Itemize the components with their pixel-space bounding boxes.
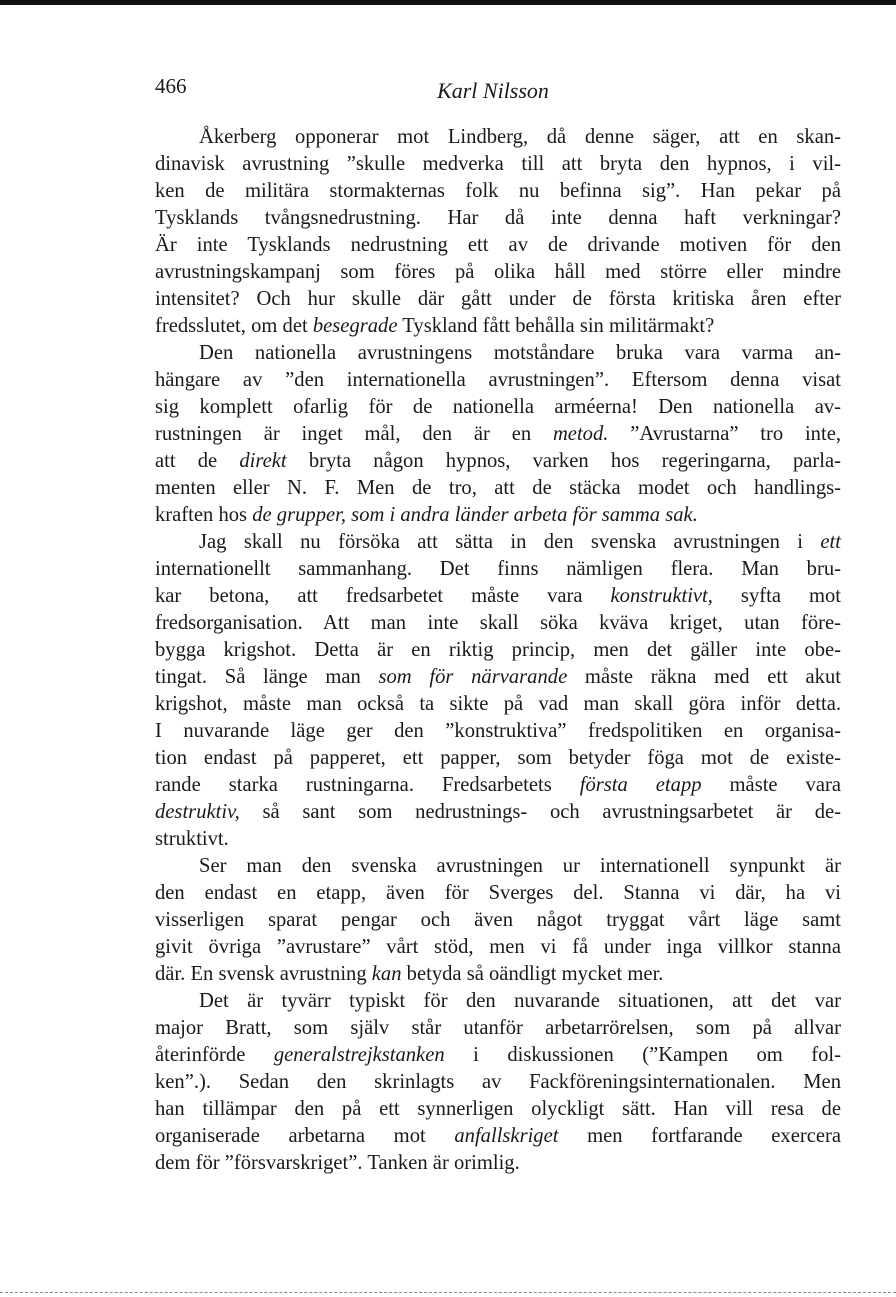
- text-segment: internationellt sammanhang. Det finns nämligen flera. Man bru-: [155, 558, 841, 580]
- text-line: [155, 286, 841, 313]
- text-line: [155, 178, 841, 205]
- text-line: [155, 718, 841, 745]
- text-segment: krigshot, måste man också ta sikte på vad man skall göra inför detta.: [155, 693, 841, 715]
- text-line: [155, 556, 841, 583]
- text-line: [155, 124, 841, 151]
- text-line: [155, 259, 841, 286]
- text-segment: måste vara: [701, 774, 841, 796]
- italic-text: ett: [820, 531, 841, 553]
- text-segment: sig komplett ofarlig för de nationella arméerna! Den nationella av-: [155, 396, 841, 418]
- text-line: [155, 745, 841, 772]
- text-line: [155, 988, 841, 1015]
- text-line: [155, 421, 841, 448]
- text-segment: Det är tyvärr typiskt för den nuvarande situationen, att det var: [199, 990, 841, 1012]
- text-segment: tingat. Så länge man: [155, 666, 379, 688]
- text-segment: så sant som nedrustnings- och avrustningsarbetet är de-: [239, 801, 841, 823]
- text-line: [155, 799, 841, 826]
- text-segment: Den nationella avrustningens motståndare bruka vara varma an-: [199, 342, 841, 364]
- text-line: [155, 826, 841, 853]
- text-segment: rustningen är inget mål, den är en: [155, 423, 553, 445]
- page-number: 466: [155, 74, 187, 98]
- text-line: [155, 1042, 841, 1069]
- text-segment: fredsorganisation. Att man inte skall söka kväva kriget, utan före-: [155, 612, 841, 634]
- text-line: [155, 853, 841, 880]
- text-line: [155, 1150, 841, 1177]
- text-line: [155, 313, 841, 340]
- italic-text: första etapp: [579, 774, 702, 796]
- paragraph: [155, 853, 841, 988]
- italic-text: direkt: [239, 450, 287, 472]
- scan-top-edge: [0, 0, 896, 5]
- text-line: [155, 1096, 841, 1123]
- text-segment: visserligen sparat pengar och även något tryggat vårt läge samt: [155, 909, 841, 931]
- text-line: [155, 529, 841, 556]
- italic-text: som för närvarande: [378, 666, 568, 688]
- italic-text: anfallskriget: [454, 1125, 559, 1147]
- text-segment: han tillämpar den på ett synnerligen olyckligt sätt. Han vill resa de: [155, 1098, 841, 1120]
- text-segment: Tyskland fått behålla sin militärmakt?: [397, 315, 715, 337]
- text-segment: struktivt.: [155, 828, 229, 850]
- text-segment: bryta någon hypnos, varken hos regeringarna, parla-: [286, 450, 841, 472]
- text-segment: menten eller N. F. Men de tro, att de stäcka modet och handlings-: [155, 477, 841, 499]
- text-segment: Åkerberg opponerar mot Lindberg, då denne säger, att en skan-: [199, 126, 841, 148]
- italic-text: besegrade: [312, 315, 398, 337]
- text-segment: att de: [155, 450, 240, 472]
- text-line: [155, 934, 841, 961]
- text-segment: kar betona, att fredsarbetet måste vara: [155, 585, 611, 607]
- italic-text: de grupper, som i andra länder arbeta för samma sak.: [252, 504, 698, 526]
- text-line: [155, 367, 841, 394]
- text-segment: avrustningskampanj som föres på olika håll med större eller mindre: [155, 261, 841, 283]
- text-line: [155, 1069, 841, 1096]
- text-segment: där. En svensk avrustning: [155, 963, 372, 985]
- text-line: [155, 610, 841, 637]
- text-segment: Ser man den svenska avrustningen ur internationell synpunkt är: [199, 855, 841, 877]
- text-segment: organiserade arbetarna mot: [155, 1125, 455, 1147]
- text-line: [155, 394, 841, 421]
- text-segment: den endast en etapp, även för Sverges del. Stanna vi där, ha vi: [155, 882, 841, 904]
- text-line: [155, 691, 841, 718]
- text-segment: bygga krigshot. Detta är en riktig princip, men det gäller inte obe-: [155, 639, 841, 661]
- text-segment: dinavisk avrustning ”skulle medverka till att bryta den hypnos, i vil-: [155, 153, 841, 175]
- text-segment: ”Avrustarna” tro inte,: [608, 423, 841, 445]
- text-segment: återinförde: [155, 1044, 274, 1066]
- text-segment: fredsslutet, om det: [155, 315, 313, 337]
- text-line: [155, 772, 841, 799]
- text-segment: dem för ”försvarskriget”. Tanken är orimlig.: [155, 1152, 520, 1174]
- text-segment: men fortfarande exercera: [558, 1125, 841, 1147]
- text-segment: Tysklands tvångsnedrustning. Har då inte denna haft verkningar?: [155, 207, 841, 229]
- text-segment: I nuvarande läge ger den ”konstruktiva” fredspolitiken en organisa-: [155, 720, 841, 742]
- text-segment: major Bratt, som själv står utanför arbetarrörelsen, som på allvar: [155, 1017, 841, 1039]
- paragraph: [155, 529, 841, 853]
- text-segment: hängare av ”den internationella avrustningen”. Eftersom denna visat: [155, 369, 841, 391]
- text-segment: Jag skall nu försöka att sätta in den svenska avrustningen i: [199, 531, 821, 553]
- italic-text: kan: [371, 963, 402, 985]
- text-line: [155, 340, 841, 367]
- text-segment: rande starka rustningarna. Fredsarbetets: [155, 774, 580, 796]
- text-line: [155, 205, 841, 232]
- text-line: [155, 907, 841, 934]
- text-segment: måste räkna med ett akut: [567, 666, 841, 688]
- text-segment: kraften hos: [155, 504, 253, 526]
- text-segment: ken”.). Sedan den skrinlagts av Fackföreningsinternationalen. Men: [155, 1071, 841, 1093]
- running-head: Karl Nilsson: [437, 78, 549, 103]
- text-segment: Är inte Tysklands nedrustning ett av de drivande motiven för den: [155, 234, 841, 256]
- italic-text: generalstrejkstanken: [273, 1044, 445, 1066]
- italic-text: metod.: [552, 423, 609, 445]
- text-line: [155, 664, 841, 691]
- text-line: [155, 583, 841, 610]
- text-segment: ken de militära stormakternas folk nu befinna sig”. Han pekar på: [155, 180, 841, 202]
- text-segment: syfta mot: [712, 585, 841, 607]
- paragraph: [155, 988, 841, 1177]
- text-line: [155, 961, 841, 988]
- text-segment: betyda så oändligt mycket mer.: [401, 963, 664, 985]
- text-line: [155, 637, 841, 664]
- text-line: [155, 448, 841, 475]
- text-line: [155, 502, 841, 529]
- text-line: [155, 475, 841, 502]
- text-line: [155, 151, 841, 178]
- text-line: [155, 880, 841, 907]
- paragraph: [155, 340, 841, 529]
- text-segment: tion endast på papperet, ett papper, som betyder föga mot de existe-: [155, 747, 841, 769]
- scan-bottom-edge: [0, 1292, 896, 1293]
- italic-text: destruktiv,: [155, 801, 240, 823]
- italic-text: konstruktivt,: [610, 585, 713, 607]
- text-segment: givit övriga ”avrustare” vårt stöd, men vi få under inga villkor stanna: [155, 936, 841, 958]
- paragraph: [155, 124, 841, 340]
- text-segment: i diskussionen (”Kampen om fol-: [444, 1044, 842, 1066]
- text-line: [155, 1015, 841, 1042]
- text-line: [155, 1123, 841, 1150]
- text-segment: intensitet? Och hur skulle där gått under de första kritiska åren efter: [155, 288, 841, 310]
- text-line: [155, 232, 841, 259]
- body-text: [155, 124, 841, 1177]
